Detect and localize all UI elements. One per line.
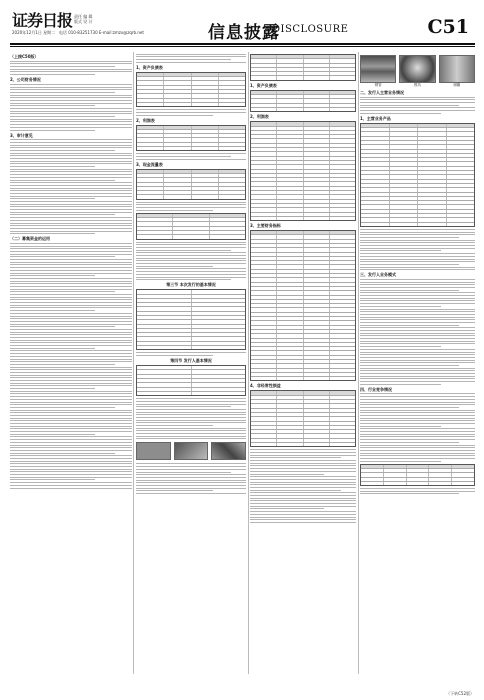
financial-table bbox=[250, 90, 356, 112]
table-title: 4、非经常性损益 bbox=[250, 383, 281, 389]
tank-photo bbox=[439, 55, 475, 83]
mold-photo bbox=[399, 55, 435, 83]
column-divider bbox=[358, 52, 359, 674]
column-heading: 3、审计意见 bbox=[10, 132, 33, 138]
column-heading: （上接C50版） bbox=[10, 54, 39, 59]
masthead bbox=[10, 4, 475, 48]
column-a-text bbox=[10, 52, 132, 677]
pub-info-line-2: 版式 设 计 bbox=[74, 19, 93, 24]
product-photo bbox=[211, 442, 246, 460]
table-title: 2、利润表 bbox=[136, 117, 155, 123]
table-title: 3、现金流量表 bbox=[136, 161, 163, 167]
issuer-info-table bbox=[136, 365, 246, 396]
column-heading: 四、行业竞争情况 bbox=[360, 386, 392, 392]
column-heading: （二）募集资金的运用 bbox=[10, 236, 50, 242]
masthead-rule-thin bbox=[10, 46, 475, 47]
steel-pipe-photo bbox=[360, 55, 396, 83]
newspaper-logo: 证券日报 bbox=[12, 11, 73, 30]
financial-table bbox=[250, 54, 356, 81]
section-title-en: DISCLOSURE bbox=[272, 24, 349, 35]
column-divider bbox=[133, 52, 134, 674]
table-title: 1、资产负债表 bbox=[250, 82, 277, 88]
financial-table bbox=[136, 125, 246, 152]
continued-note: （下转C52版） bbox=[446, 691, 474, 696]
section-title: 信息披露 bbox=[208, 23, 280, 43]
column-heading: 三、发行人业务模式 bbox=[360, 272, 396, 278]
column-heading: 1、主营业务产品 bbox=[360, 115, 391, 121]
column-c-tables bbox=[250, 52, 356, 677]
dateline bbox=[12, 30, 144, 36]
section-heading: 第四节 发行人基本情况 bbox=[170, 358, 212, 364]
page-number: C51 bbox=[427, 16, 469, 38]
table-title: 2、利润表 bbox=[250, 114, 269, 120]
column-heading: 2、公司财务情况 bbox=[10, 77, 41, 83]
product-photo bbox=[174, 442, 209, 460]
financial-table bbox=[250, 390, 356, 447]
publication-info bbox=[74, 14, 93, 24]
offering-table bbox=[136, 289, 246, 350]
pub-info-line-1: 责任 编 辑 bbox=[74, 14, 93, 19]
column-heading: 二、发行人主营业务情况 bbox=[360, 90, 404, 95]
financial-table bbox=[136, 213, 246, 240]
column-d-business bbox=[360, 52, 475, 677]
contact-text: 电话 010-83251730 E-mail:zmzx@zqrb.net bbox=[58, 30, 144, 35]
product-table bbox=[360, 123, 475, 227]
product-image-row bbox=[360, 55, 475, 87]
competitor-table bbox=[360, 464, 475, 486]
column-b-tables bbox=[136, 52, 246, 677]
financial-table bbox=[250, 230, 356, 381]
date-text: 2020年12月1日 星期二 bbox=[12, 30, 56, 35]
product-photo bbox=[136, 442, 171, 460]
masthead-rule bbox=[10, 43, 475, 45]
column-divider bbox=[248, 52, 249, 674]
table-title: 3、主要财务指标 bbox=[250, 223, 281, 229]
financial-table bbox=[136, 72, 246, 107]
financial-table bbox=[250, 121, 356, 221]
image-caption: 储罐 bbox=[453, 83, 461, 87]
image-caption: 模具 bbox=[413, 83, 421, 87]
image-caption: 钢管 bbox=[374, 83, 382, 87]
financial-table bbox=[136, 169, 246, 200]
table-title: 1、资产负债表 bbox=[136, 64, 163, 70]
section-heading: 第三节 本次发行的基本情况 bbox=[166, 282, 216, 288]
product-image-row bbox=[136, 442, 246, 460]
